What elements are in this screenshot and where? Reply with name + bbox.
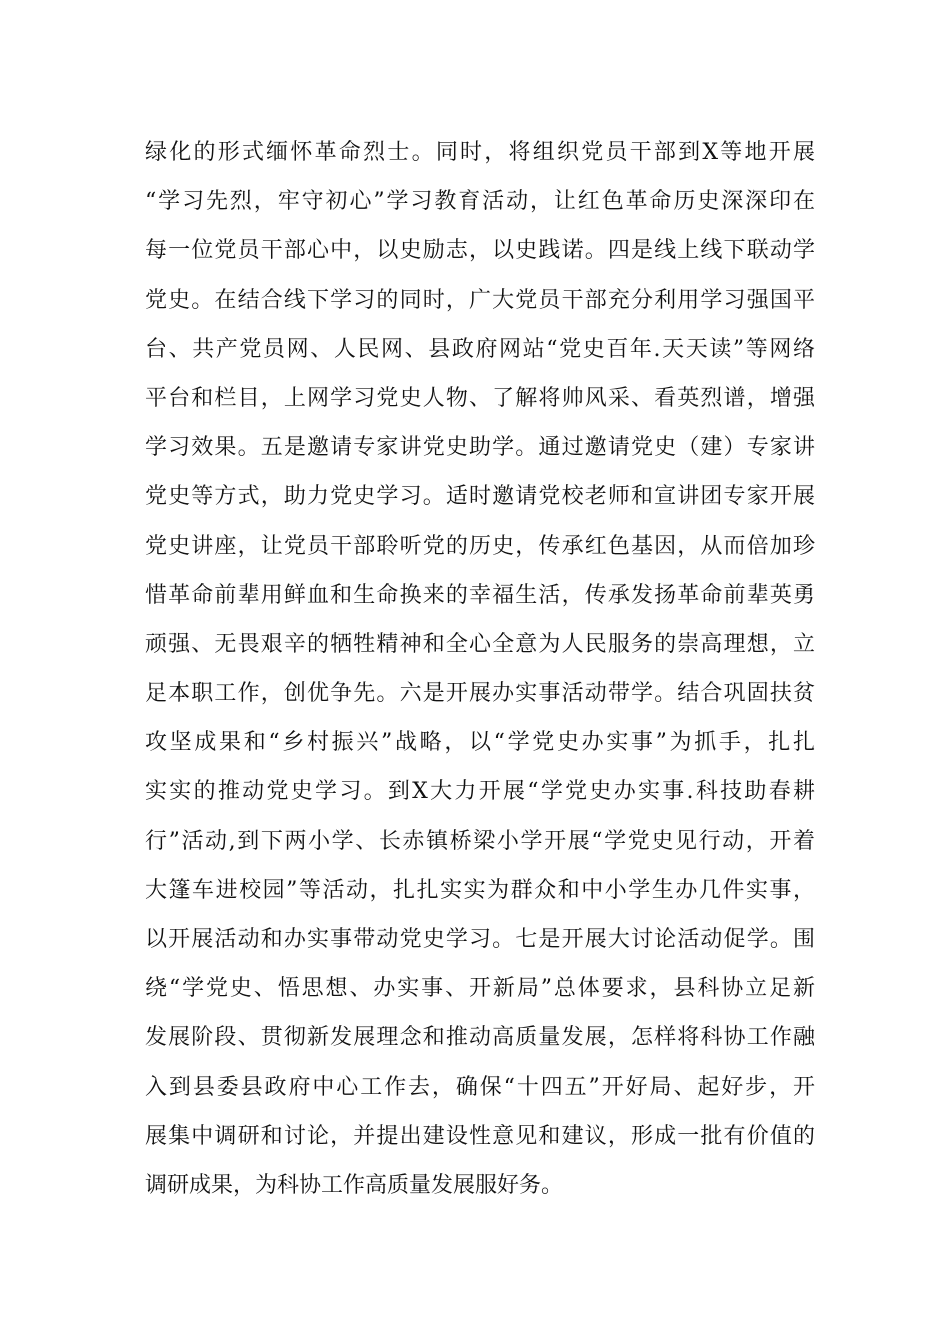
text-line: 党史讲座，让党员干部聆听党的历史，传承红色基因，从而倍加珍: [145, 533, 815, 559]
text-line: 平台和栏目，上网学习党史人物、了解将帅风采、看英烈谱，增强: [145, 385, 815, 411]
text-line: 台、共产党员网、人民网、县政府网站“党史百年.天天读”等网络: [145, 336, 815, 362]
body-paragraph: [145, 128, 815, 1210]
text-line: 调研成果，为科协工作高质量发展服好务。: [145, 1172, 564, 1198]
text-line: 顽强、无畏艰辛的牺牲精神和全心全意为人民服务的崇高理想，立: [145, 631, 815, 657]
text-line: 足本职工作，创优争先。六是开展办实事活动带学。结合巩固扶贫: [145, 681, 815, 707]
text-line: 党史等方式，助力党史学习。适时邀请党校老师和宣讲团专家开展: [145, 484, 815, 510]
text-line: 攻坚成果和“乡村振兴”战略，以“学党史办实事”为抓手，扎扎: [145, 730, 815, 756]
text-line: 大篷车进校园”等活动，扎扎实实为群众和中小学生办几件实事，: [145, 877, 815, 903]
text-line: 每一位党员干部心中，以史励志，以史践诺。四是线上线下联动学: [145, 238, 815, 264]
text-line: “学习先烈，牢守初心”学习教育活动，让红色革命历史深深印在: [145, 189, 815, 215]
text-line: 党史。在结合线下学习的同时，广大党员干部充分利用学习强国平: [145, 287, 815, 313]
text-line: 展集中调研和讨论，并提出建设性意见和建议，形成一批有价值的: [145, 1123, 815, 1149]
text-line: 发展阶段、贯彻新发展理念和推动高质量发展，怎样将科协工作融: [145, 1025, 815, 1051]
text-line: 学习效果。五是邀请专家讲党史助学。通过邀请党史（建）专家讲: [145, 435, 815, 461]
text-line: 实实的推动党史学习。到X大力开展“学党史办实事.科技助春耕: [145, 779, 815, 805]
text-line: 惜革命前辈用鲜血和生命换来的幸福生活，传承发扬革命前辈英勇: [145, 582, 815, 608]
text-line: 入到县委县政府中心工作去，确保“十四五”开好局、起好步，开: [145, 1074, 815, 1100]
text-line: 绕“学党史、悟思想、办实事、开新局”总体要求，县科协立足新: [145, 976, 815, 1002]
text-line: 绿化的形式缅怀革命烈士。同时，将组织党员干部到X等地开展: [145, 140, 815, 165]
text-line: 行”活动,到下两小学、长赤镇桥梁小学开展“学党史见行动，开着: [145, 828, 815, 854]
text-line: 以开展活动和办实事带动党史学习。七是开展大讨论活动促学。围: [145, 927, 815, 952]
